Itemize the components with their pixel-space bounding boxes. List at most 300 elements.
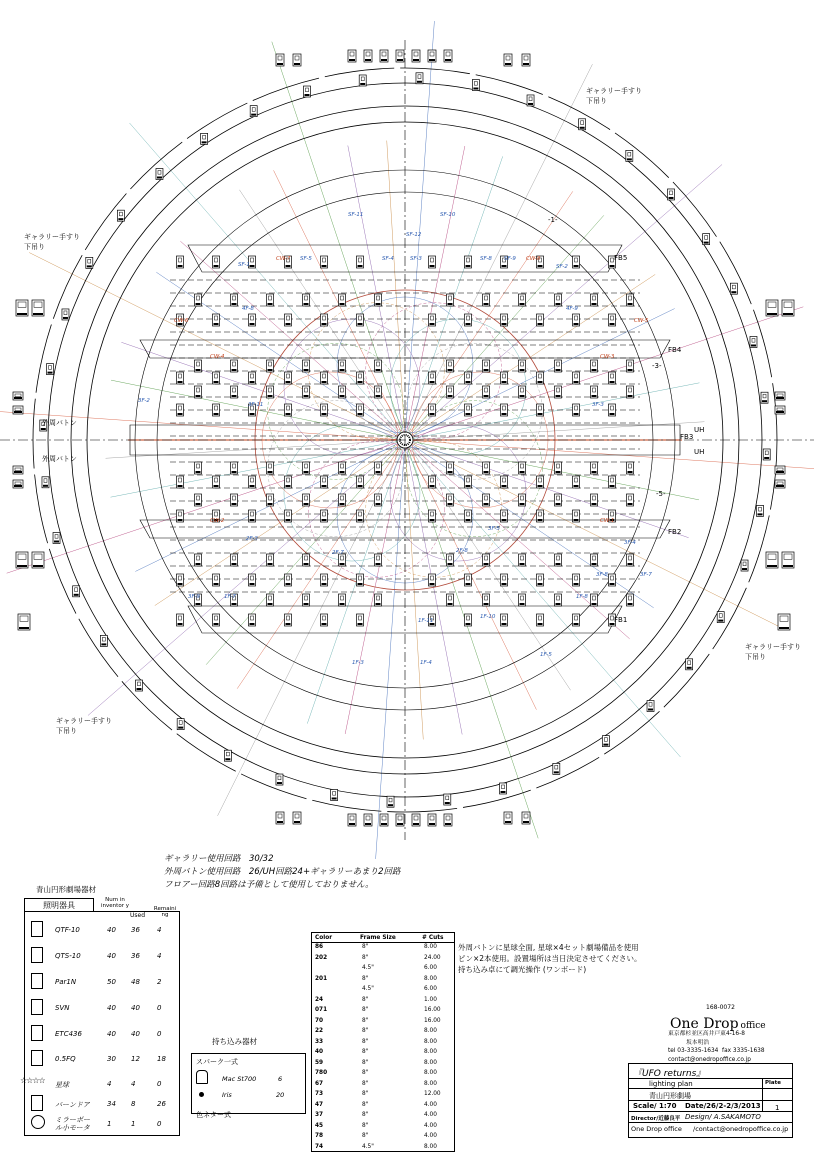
title-row-company bbox=[629, 1124, 792, 1136]
color-frame: 8" bbox=[362, 975, 369, 982]
hang-below-label-sw: 下吊り bbox=[56, 727, 77, 735]
fixture-icon bbox=[730, 283, 737, 294]
baton-label-fb5: FB5 bbox=[614, 254, 628, 262]
inventory-name: 0.5FQ bbox=[55, 1055, 76, 1063]
inventory-remain: 0 bbox=[157, 1004, 162, 1012]
fixture-icon bbox=[573, 256, 580, 268]
gallery-rail-label-ne: ギャラリー手すり bbox=[586, 87, 642, 95]
fixture-icon bbox=[13, 466, 23, 474]
fixture-icon bbox=[573, 404, 580, 416]
color-row bbox=[312, 1080, 454, 1088]
fixture-icon bbox=[447, 360, 454, 372]
fixture-icon bbox=[321, 614, 328, 626]
inventory-row bbox=[25, 1047, 179, 1071]
office-name: One Drop bbox=[670, 1016, 739, 1032]
fixture-icon bbox=[213, 256, 220, 268]
fixture-icon bbox=[412, 50, 420, 62]
fixture-icon bbox=[231, 554, 238, 566]
fixture-icon bbox=[591, 386, 598, 398]
fixture-icon bbox=[303, 86, 310, 97]
fixture-icon bbox=[537, 314, 544, 326]
color-frame: 4.5" bbox=[362, 986, 374, 992]
spot-label: CW-3 bbox=[600, 354, 615, 360]
header-num: Num in inventor y bbox=[101, 897, 129, 910]
color-color: 67 bbox=[315, 1080, 324, 1087]
fixture-icon bbox=[213, 404, 220, 416]
baton-label-uh-top: UH bbox=[694, 426, 705, 434]
inventory-used: 40 bbox=[131, 1004, 140, 1012]
color-cuts: 1.00 bbox=[424, 996, 437, 1003]
spot-label: 1F-3 bbox=[352, 660, 364, 666]
outer-baton-label-bottom: 外周バトン bbox=[42, 455, 77, 463]
fixture-icon bbox=[364, 50, 372, 62]
color-frame: 8" bbox=[362, 1007, 369, 1013]
fixture-icon bbox=[285, 314, 292, 326]
fixture-icon bbox=[250, 106, 257, 117]
spot-label: SF-4 bbox=[382, 256, 394, 262]
fixture-icon bbox=[177, 719, 184, 730]
inventory-used: 48 bbox=[131, 978, 140, 986]
color-cuts: 8.00 bbox=[424, 975, 437, 982]
fixture-icon bbox=[553, 763, 560, 774]
color-color: 071 bbox=[315, 1007, 328, 1013]
office-suffix: office bbox=[740, 1021, 766, 1031]
fixture-icon bbox=[447, 594, 454, 606]
fixture-icon bbox=[357, 476, 364, 488]
spot-label: CW-7 bbox=[276, 256, 291, 262]
spot-label: 3F-7 bbox=[640, 572, 652, 578]
floor-circuit-note: フロアー回路8回路は予備として使用しておりません。 bbox=[164, 880, 374, 890]
fixture-icon bbox=[465, 476, 472, 488]
fixture-icon bbox=[627, 294, 634, 306]
spot-label: 3F-2 bbox=[138, 398, 150, 404]
fixture-icon bbox=[647, 701, 654, 712]
color-cuts: 4.00 bbox=[424, 1112, 437, 1118]
color-frame: 8" bbox=[362, 1028, 369, 1034]
fixture-icon bbox=[465, 314, 472, 326]
inventory-name: QTS-10 bbox=[55, 952, 81, 960]
fixture-icon bbox=[303, 294, 310, 306]
fixture-icon bbox=[47, 364, 54, 375]
fixture-icon bbox=[591, 554, 598, 566]
title-block bbox=[628, 1063, 793, 1138]
color-frame: 8" bbox=[362, 1091, 369, 1097]
fixture-icon bbox=[555, 386, 562, 398]
color-row bbox=[312, 1111, 454, 1119]
fixture-icon bbox=[750, 336, 757, 347]
fixture-icon bbox=[627, 462, 634, 474]
carry-in-title: 持ち込み器材 bbox=[212, 1037, 257, 1046]
inventory-num: 34 bbox=[107, 1100, 116, 1108]
fixture-icon bbox=[375, 294, 382, 306]
inventory-row bbox=[25, 1022, 179, 1046]
inventory-remain: 18 bbox=[157, 1055, 166, 1063]
color-frame: 8" bbox=[362, 1070, 369, 1076]
color-table bbox=[311, 932, 455, 1152]
fixture-icon bbox=[285, 614, 292, 626]
spot-label: 2F-8 bbox=[456, 548, 468, 554]
fixture-icon bbox=[500, 783, 507, 794]
fixture-icon bbox=[357, 314, 364, 326]
color-row bbox=[312, 975, 454, 983]
fixture-icon bbox=[177, 372, 184, 384]
fixture-icon bbox=[429, 372, 436, 384]
fixture-icon bbox=[285, 404, 292, 416]
color-row bbox=[312, 996, 454, 1004]
fixture-icon bbox=[555, 594, 562, 606]
fixture-icon bbox=[537, 510, 544, 522]
color-cuts: 8.00 bbox=[424, 1059, 437, 1066]
header-color: Color bbox=[315, 935, 333, 941]
fixture-icon bbox=[573, 314, 580, 326]
fixture-icon bbox=[321, 510, 328, 522]
fixture-icon bbox=[321, 404, 328, 416]
spot-label: 3F-4 bbox=[624, 540, 636, 546]
fixture-icon bbox=[267, 294, 274, 306]
title-row-scale bbox=[629, 1101, 792, 1112]
spot-label: 3F-9 bbox=[188, 594, 200, 600]
fixture-icon bbox=[465, 510, 472, 522]
fixture-icon bbox=[357, 256, 364, 268]
fixture-icon bbox=[276, 812, 284, 824]
fixture-icon bbox=[483, 494, 490, 506]
fixture-icon bbox=[522, 812, 530, 824]
remark-1: 外周バトンに星球全面, 星球×4セット劇場備品を使用 bbox=[458, 943, 639, 952]
fixture-icon bbox=[348, 814, 356, 826]
fixture-icon bbox=[741, 560, 748, 571]
color-color: 202 bbox=[315, 954, 328, 961]
fixture-icon bbox=[339, 594, 346, 606]
fixture-icon bbox=[519, 462, 526, 474]
fixture-icon bbox=[231, 386, 238, 398]
color-cuts: 4.00 bbox=[424, 1122, 437, 1129]
fixture-icon bbox=[591, 494, 598, 506]
office-person: 坂本明浩 bbox=[686, 1039, 710, 1046]
fixture-icon bbox=[465, 614, 472, 626]
fixture-icon bbox=[609, 372, 616, 384]
contact: /contact@onedropoffice.co.jp bbox=[693, 1125, 789, 1133]
fixture-icon bbox=[177, 574, 184, 586]
color-color: 24 bbox=[315, 996, 324, 1003]
fixture-icon bbox=[609, 404, 616, 416]
fixture-icon bbox=[380, 814, 388, 826]
fixture-icon bbox=[609, 574, 616, 586]
fixture-icon bbox=[483, 554, 490, 566]
fixture-icon bbox=[375, 554, 382, 566]
fixture-icon bbox=[156, 168, 163, 179]
line-number-5: -5- bbox=[656, 490, 666, 498]
fixture-icon bbox=[472, 80, 479, 91]
color-row bbox=[312, 1048, 454, 1056]
fixture-icon bbox=[177, 256, 184, 268]
fixture-icon bbox=[483, 360, 490, 372]
fixture-type-icon bbox=[31, 973, 43, 989]
baton-label-fb2: FB2 bbox=[668, 528, 682, 536]
inventory-num: 40 bbox=[107, 926, 116, 934]
line-number-3: -3- bbox=[652, 362, 662, 370]
color-frame: 4.5" bbox=[362, 965, 374, 971]
fixture-icon bbox=[285, 372, 292, 384]
header-remaining: Remaini ng bbox=[153, 906, 177, 919]
outer-baton-label-top: 外周バトン bbox=[42, 419, 77, 427]
spot-label: SF-5 bbox=[300, 256, 312, 262]
fixture-icon bbox=[100, 635, 107, 646]
baton-label-fb3: FB3 bbox=[680, 433, 694, 441]
fixture-icon bbox=[32, 552, 44, 568]
fixture-icon bbox=[249, 614, 256, 626]
color-color: 780 bbox=[315, 1070, 328, 1076]
fixture-icon bbox=[339, 386, 346, 398]
fixture-icon bbox=[778, 614, 790, 630]
fixture-icon bbox=[591, 360, 598, 372]
fixture-icon bbox=[267, 554, 274, 566]
inventory-row bbox=[25, 944, 179, 968]
color-row bbox=[312, 1059, 454, 1067]
fixture-icon bbox=[201, 133, 208, 144]
fixture-icon bbox=[686, 659, 693, 670]
fixture-icon bbox=[285, 574, 292, 586]
fixture-icon bbox=[357, 510, 364, 522]
spot-label: 1F-8 bbox=[576, 594, 588, 600]
inventory-used: 40 bbox=[131, 1030, 140, 1038]
inventory-num: 4 bbox=[107, 1080, 112, 1088]
fixture-icon bbox=[429, 314, 436, 326]
fixture-type-icon bbox=[31, 999, 43, 1015]
color-frame: 8" bbox=[362, 1017, 369, 1024]
fixture-icon bbox=[519, 594, 526, 606]
fixture-icon bbox=[195, 294, 202, 306]
fixture-icon bbox=[357, 404, 364, 416]
fixture-icon bbox=[483, 594, 490, 606]
fixture-icon bbox=[195, 386, 202, 398]
fixture-icon bbox=[276, 54, 284, 66]
fixture-icon bbox=[177, 476, 184, 488]
fixture-icon bbox=[195, 360, 202, 372]
fixture-icon bbox=[416, 73, 423, 84]
fixture-icon bbox=[591, 294, 598, 306]
color-row bbox=[312, 1017, 454, 1025]
fixture-icon bbox=[396, 814, 404, 826]
spot-label: 3F-11 bbox=[248, 402, 264, 408]
color-color: 73 bbox=[315, 1091, 324, 1097]
spot-label: CW-8 bbox=[526, 256, 541, 262]
fixture-icon bbox=[375, 594, 382, 606]
fixture-icon bbox=[782, 300, 794, 316]
plate-number: 1 bbox=[775, 1104, 780, 1112]
fixture-icon bbox=[387, 796, 394, 807]
fixture-icon bbox=[766, 552, 778, 568]
spot-label: SF-8 bbox=[480, 256, 492, 262]
spot-label: 1F-10 bbox=[480, 614, 496, 620]
gallery-rail-label-sw: ギャラリー手すり bbox=[56, 717, 112, 725]
fixture-icon bbox=[555, 494, 562, 506]
fixture-icon bbox=[447, 554, 454, 566]
fixture-icon bbox=[267, 462, 274, 474]
inventory-row bbox=[25, 1112, 179, 1140]
fixture-icon bbox=[195, 554, 202, 566]
inventory-remain: 0 bbox=[157, 1080, 162, 1088]
inventory-row bbox=[25, 970, 179, 994]
fixture-icon bbox=[428, 50, 436, 62]
iris-icon bbox=[199, 1092, 204, 1097]
fixture-icon bbox=[627, 554, 634, 566]
spot-label: SF-12 bbox=[406, 232, 422, 238]
spot-label: CW-4 bbox=[210, 354, 225, 360]
fixture-icon bbox=[303, 494, 310, 506]
color-frame: 8" bbox=[362, 1101, 369, 1108]
fixture-icon bbox=[573, 574, 580, 586]
fixture-icon bbox=[285, 476, 292, 488]
spot-label: 3F-3 bbox=[592, 402, 604, 408]
header-cuts: # Cuts bbox=[422, 935, 444, 941]
fixture-icon bbox=[16, 300, 28, 316]
inventory-venue: 青山円形劇場器材 bbox=[36, 885, 96, 894]
remark-2: ピン×2本使用。設置場所は当日決定させてください。 bbox=[458, 954, 642, 963]
color-cuts: 6.00 bbox=[424, 986, 437, 992]
gallery-circuit-note: ギャラリー使用回路 30/32 bbox=[164, 854, 274, 864]
fixture-icon bbox=[444, 50, 452, 62]
carry-item-name: Iris bbox=[222, 1091, 232, 1099]
show-title: 『UFO returns』 bbox=[633, 1069, 706, 1079]
company: One Drop office bbox=[631, 1125, 682, 1133]
fixture-type-icon bbox=[31, 1115, 45, 1129]
color-row bbox=[312, 1038, 454, 1046]
inventory-name: QTF-10 bbox=[55, 926, 80, 934]
spot-label: SF-11 bbox=[348, 212, 364, 218]
fixture-icon bbox=[444, 794, 451, 805]
fixture-icon bbox=[761, 392, 768, 403]
title-row-director bbox=[629, 1112, 792, 1123]
spot-label: 2F-3 bbox=[246, 536, 258, 542]
color-color: 22 bbox=[315, 1028, 324, 1034]
fixture-icon bbox=[537, 574, 544, 586]
fixture-icon bbox=[231, 494, 238, 506]
spot-label: 1F-4 bbox=[420, 660, 432, 666]
title-row-show bbox=[629, 1064, 792, 1079]
inventory-row bbox=[25, 918, 179, 942]
fixture-icon bbox=[519, 554, 526, 566]
fixture-type-icon bbox=[31, 947, 43, 963]
fixture-icon bbox=[483, 462, 490, 474]
remark-3: 持ち込み卓にて調光操作 (ワンボード) bbox=[458, 965, 587, 974]
color-frame: 8" bbox=[362, 1133, 369, 1139]
fixture-icon bbox=[429, 510, 436, 522]
fixture-icon bbox=[627, 386, 634, 398]
spot-label: SF-2 bbox=[556, 264, 568, 270]
fixture-icon bbox=[447, 386, 454, 398]
fixture-icon bbox=[13, 406, 23, 414]
fixture-type-icon bbox=[31, 1025, 43, 1041]
fixture-icon bbox=[195, 494, 202, 506]
fixture-icon bbox=[465, 574, 472, 586]
color-color: 40 bbox=[315, 1049, 324, 1055]
office-tel: tel 03-3335-1634 bbox=[668, 1048, 719, 1054]
hang-below-label-ne: 下吊り bbox=[586, 97, 607, 105]
fixture-icon bbox=[73, 586, 80, 597]
line-number-1: -1- bbox=[548, 216, 558, 224]
office-details bbox=[668, 1030, 765, 1064]
inventory-remain: 0 bbox=[157, 1030, 162, 1038]
fixture-icon bbox=[501, 574, 508, 586]
inventory-num: 40 bbox=[107, 952, 116, 960]
fixture-icon bbox=[522, 54, 530, 66]
color-cuts: 24.00 bbox=[424, 954, 441, 961]
inventory-num: 1 bbox=[107, 1120, 112, 1128]
color-cuts: 4.00 bbox=[424, 1101, 437, 1108]
inventory-remain: 2 bbox=[157, 978, 162, 986]
carry-in-spark: スパーク一式 bbox=[196, 1058, 238, 1066]
carry-in-color-net: 色ネター式 bbox=[196, 1111, 231, 1119]
color-frame: 8" bbox=[362, 1080, 369, 1087]
color-color: 45 bbox=[315, 1122, 324, 1129]
fixture-icon bbox=[573, 510, 580, 522]
spot-label: 2F-7 bbox=[332, 550, 344, 556]
fixture-icon bbox=[348, 50, 356, 62]
fixture-icon bbox=[293, 54, 301, 66]
fixture-icon bbox=[717, 612, 724, 623]
color-cuts: 12.00 bbox=[424, 1091, 441, 1097]
hang-below-label-nw: 下吊り bbox=[24, 243, 45, 251]
color-cuts: 8.00 bbox=[424, 1028, 437, 1034]
spot-label: 4F-9 bbox=[566, 306, 578, 312]
fixture-icon bbox=[703, 234, 710, 245]
fixture-icon bbox=[293, 812, 301, 824]
color-row bbox=[312, 1101, 454, 1109]
fixture-icon bbox=[527, 95, 534, 106]
fixture-icon bbox=[267, 494, 274, 506]
outer-baton-circuit-note: 外周バトン使用回路 26/UH回路24+ギャラリーあまり2回路 bbox=[164, 867, 401, 877]
inventory-used: 1 bbox=[131, 1120, 136, 1128]
fixture-icon bbox=[267, 360, 274, 372]
fixture-icon bbox=[213, 372, 220, 384]
color-frame: 8" bbox=[362, 1122, 369, 1129]
fixture-icon bbox=[177, 510, 184, 522]
fixture-icon bbox=[504, 54, 512, 66]
fixture-type-icon bbox=[31, 1095, 43, 1111]
color-cuts: 8.00 bbox=[424, 1080, 437, 1087]
fixture-icon bbox=[579, 119, 586, 130]
fixture-icon bbox=[412, 814, 420, 826]
fixture-icon bbox=[429, 256, 436, 268]
inventory-used: 4 bbox=[131, 1080, 136, 1088]
carry-item-qty: 20 bbox=[276, 1091, 285, 1099]
inventory-table bbox=[24, 911, 180, 1140]
color-color: 74 bbox=[315, 1143, 324, 1150]
fixture-icon bbox=[501, 614, 508, 626]
fixture-icon bbox=[303, 594, 310, 606]
inventory-num: 50 bbox=[107, 978, 116, 986]
remarks bbox=[458, 942, 642, 975]
color-row bbox=[312, 1143, 454, 1151]
designer: Design/ A.SAKAMOTO bbox=[685, 1113, 761, 1121]
fixture-icon bbox=[267, 386, 274, 398]
fixture-icon bbox=[626, 150, 633, 161]
fixture-icon bbox=[573, 476, 580, 488]
fixture-icon bbox=[429, 476, 436, 488]
fixture-icon bbox=[321, 314, 328, 326]
fixture-type-icon bbox=[31, 921, 43, 937]
fixture-icon bbox=[782, 552, 794, 568]
baton-label-fb1: FB1 bbox=[614, 616, 628, 624]
mac-st700-icon bbox=[196, 1070, 208, 1084]
fixture-icon bbox=[537, 404, 544, 416]
fixture-icon bbox=[375, 386, 382, 398]
fixture-icon bbox=[213, 476, 220, 488]
spot-label: 4F-8 bbox=[242, 306, 254, 312]
fixture-icon bbox=[331, 789, 338, 800]
inventory-name: Par1N bbox=[55, 978, 77, 986]
plate-divider bbox=[762, 1079, 763, 1112]
